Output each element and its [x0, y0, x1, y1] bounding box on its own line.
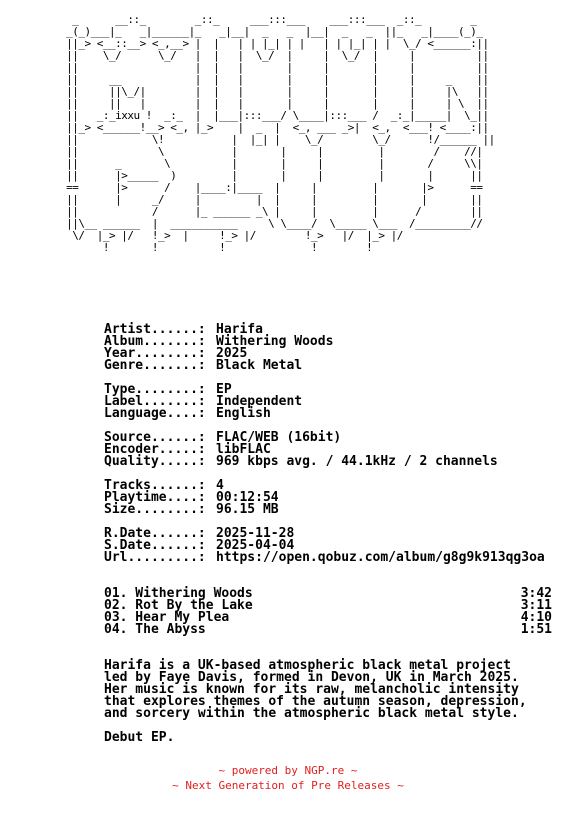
description-line: and sorcery within the atmospheric black metal style.	[104, 706, 519, 721]
info-key: Source......:	[104, 430, 206, 445]
description-line: Her music is known for its raw, melancholic intensity	[104, 682, 519, 697]
ascii-logo-line: ||_> <______!__> <_, |_> | _ | <_, ___ _>| <_, <___! <____:||	[60, 121, 489, 134]
info-row	[104, 456, 545, 468]
track-title: 03. Hear My Plea	[104, 610, 230, 625]
info-value: Independent	[216, 394, 303, 409]
track-row	[104, 624, 552, 636]
track-duration: 3:11	[520, 598, 552, 613]
ascii-logo-line: || ||\_/| | | | | | | | |\ ||	[60, 85, 489, 98]
description-line: led by Faye Davis, formed in Devon, UK in March 2025.	[104, 670, 519, 685]
ascii-logo-line: || _ \ | | | | / \\|	[60, 157, 483, 170]
info-row	[104, 360, 545, 372]
tracklist	[104, 588, 552, 636]
ascii-logo-line: ||\__ ______ | ___________ \ \____/ \_____ \___ /_________//	[60, 217, 483, 230]
description-line: that explores themes of the autumn season, depression,	[104, 694, 527, 709]
description	[104, 660, 564, 744]
info-key: Playtime....:	[104, 490, 206, 505]
info-value: https://open.qobuz.com/album/g8g9k913qg3oa	[216, 550, 545, 565]
info-value: libFLAC	[216, 442, 271, 457]
info-value: 00:12:54	[216, 490, 279, 505]
ascii-logo-line: ||_> <__::__> <_,__> | | | | |_| | | | | |_| | | \_/ <______:||	[60, 37, 489, 50]
info-value: 4	[216, 478, 224, 493]
info-value: Harifa	[216, 322, 263, 337]
info-key: Type........:	[104, 382, 206, 397]
info-key: S.Date......:	[104, 538, 206, 553]
track-title: 02. Rot By the Lake	[104, 598, 253, 613]
ascii-logo-line: || \! | |_| | \_/ \_/ !/______ ||	[60, 133, 495, 146]
credit-powered-by: ~ powered by NGP.re ~	[218, 764, 358, 777]
info-key: Size........:	[104, 502, 206, 517]
release-info	[104, 324, 545, 564]
info-key: Language....:	[104, 406, 206, 421]
info-key: Encoder.....:	[104, 442, 206, 457]
description-line: Debut EP.	[104, 730, 175, 745]
info-value: English	[216, 406, 271, 421]
ascii-logo-line: \/ |_> |/ !_> | !_> |/ !_> |/ |_> |/	[60, 229, 403, 242]
credit-tagline: ~ Next Generation of Pre Releases ~	[172, 779, 404, 792]
info-key: Label.......:	[104, 394, 206, 409]
info-key: Album.......:	[104, 334, 206, 349]
info-key: Genre.......:	[104, 358, 206, 373]
track-duration: 1:51	[520, 622, 552, 637]
ascii-logo-line: || | | | | | | | ||	[60, 61, 489, 74]
info-key: Tracks......:	[104, 478, 206, 493]
ascii-logo-line: || \ | | | | / //|	[60, 145, 483, 158]
info-key: R.Date......:	[104, 526, 206, 541]
info-key: Year........:	[104, 346, 206, 361]
ascii-logo-line: || __ | | | | | | | _ ||	[60, 73, 489, 86]
track-title: 04. The Abyss	[104, 622, 206, 637]
track-title: 01. Withering Woods	[104, 586, 253, 601]
info-value: EP	[216, 382, 232, 397]
ascii-logo-line: == |> / |____:|____ | | | |> ==	[60, 181, 483, 194]
ascii-logo-line: _(_)___|_ _|______|_ _|__| _ _ |__| _ _ ||_ _|____(_)_	[60, 25, 483, 38]
info-value: 96.15 MB	[216, 502, 279, 517]
ascii-logo	[60, 14, 495, 254]
ascii-logo-line: || | _/ | | | | | | ||	[60, 193, 483, 206]
track-duration: 3:42	[520, 586, 552, 601]
info-key: Quality.....:	[104, 454, 206, 469]
info-row	[104, 408, 545, 420]
info-value: 969 kbps avg. / 44.1kHz / 2 channels	[216, 454, 498, 469]
ascii-logo-line: || \_/ \_/ | | | \_/ | | \_/ | | ||	[60, 49, 489, 62]
info-value: 2025	[216, 346, 248, 361]
info-value: 2025-11-28	[216, 526, 295, 541]
info-key: Artist......:	[104, 322, 206, 337]
ascii-logo-line: || || | | | | | | | | | \ ||	[60, 97, 489, 110]
info-value: Withering Woods	[216, 334, 334, 349]
ascii-logo-line: || _:_ixxu ! _:_ | |___|:::___/ \____|:::___ / _:_|_____| \_||	[60, 109, 489, 122]
ascii-logo-line: || / |_ ______ _\ | | | / ||	[60, 205, 483, 218]
ascii-logo-line: || |>_____ ) | | | | | ||	[60, 169, 483, 182]
ascii-logo-line: ! ! ! ! !	[60, 241, 373, 254]
description-line: Harifa is a UK-based atmospheric black metal project	[104, 658, 511, 673]
info-row	[104, 552, 545, 564]
ascii-logo-line: _ __::_ _::_ ___:::___ ___:::___ _::_ _	[60, 13, 477, 26]
track-duration: 4:10	[520, 610, 552, 625]
info-value: Black Metal	[216, 358, 303, 373]
info-row	[104, 504, 545, 516]
info-value: 2025-04-04	[216, 538, 295, 553]
info-value: FLAC/WEB (16bit)	[216, 430, 342, 445]
info-key: Url.........:	[104, 550, 206, 565]
